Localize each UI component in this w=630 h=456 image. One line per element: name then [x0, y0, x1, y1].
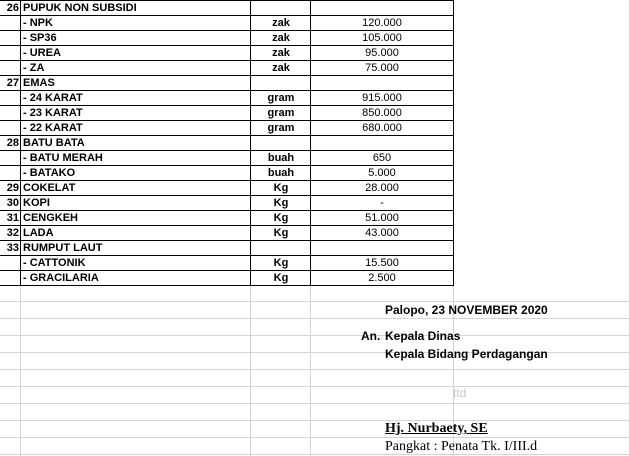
- signature-division: Kepala Bidang Perdagangan: [385, 347, 548, 361]
- item-unit[interactable]: gram: [267, 92, 295, 104]
- row-number[interactable]: 31: [6, 212, 19, 224]
- row-number[interactable]: 26: [6, 2, 19, 14]
- item-unit[interactable]: gram: [267, 107, 295, 119]
- item-price[interactable]: 105.000: [362, 32, 402, 44]
- item-name[interactable]: - CATTONIK: [23, 257, 86, 269]
- item-unit[interactable]: buah: [267, 167, 295, 179]
- table-row: [0, 1, 630, 16]
- signature-place-date: Palopo, 23 NOVEMBER 2020: [385, 303, 548, 317]
- table-row: [0, 46, 630, 61]
- table-row: [0, 241, 630, 256]
- item-price[interactable]: [312, 136, 452, 151]
- item-name[interactable]: - SP36: [23, 32, 57, 44]
- item-price[interactable]: 95.000: [365, 47, 399, 59]
- signature-ttd: ttd: [453, 386, 467, 400]
- item-price[interactable]: 43.000: [365, 227, 399, 239]
- item-price[interactable]: 15.500: [365, 257, 399, 269]
- item-name[interactable]: - 23 KARAT: [23, 107, 83, 119]
- item-name[interactable]: RUMPUT LAUT: [23, 242, 103, 254]
- table-row: [0, 211, 630, 226]
- row-number[interactable]: [0, 106, 19, 121]
- item-unit[interactable]: gram: [267, 122, 295, 134]
- item-price[interactable]: 2.500: [368, 272, 396, 284]
- table-row: [0, 31, 630, 46]
- table-row: [0, 271, 630, 286]
- row-number[interactable]: 32: [6, 227, 19, 239]
- row-number[interactable]: [0, 46, 19, 61]
- item-price[interactable]: [312, 1, 452, 16]
- table-row: [0, 106, 630, 121]
- row-number[interactable]: 27: [6, 77, 19, 89]
- item-unit[interactable]: Kg: [273, 257, 289, 269]
- signatory-name: Hj. Nurbaety, SE: [385, 421, 488, 436]
- table-row: [0, 256, 630, 271]
- row-number[interactable]: 29: [6, 182, 19, 194]
- table-row: [0, 226, 630, 241]
- item-unit[interactable]: [252, 241, 310, 256]
- item-price[interactable]: 850.000: [362, 107, 402, 119]
- table-row: [0, 121, 630, 136]
- item-unit[interactable]: zak: [272, 62, 290, 74]
- item-price[interactable]: 680.000: [362, 122, 402, 134]
- item-name[interactable]: PUPUK NON SUBSIDI: [23, 2, 137, 14]
- item-name[interactable]: - ZA: [23, 62, 45, 74]
- table-row: [0, 196, 630, 211]
- item-price[interactable]: 915.000: [362, 92, 402, 104]
- row-number[interactable]: [0, 91, 19, 106]
- item-name[interactable]: EMAS: [23, 77, 55, 89]
- item-price[interactable]: 75.000: [365, 62, 399, 74]
- item-unit[interactable]: zak: [272, 47, 290, 59]
- item-unit[interactable]: Kg: [273, 197, 289, 209]
- item-unit[interactable]: [252, 136, 310, 151]
- item-price[interactable]: 120.000: [362, 17, 402, 29]
- row-number[interactable]: 33: [6, 242, 19, 254]
- item-name[interactable]: BATU BATA: [23, 137, 85, 149]
- item-unit[interactable]: [252, 1, 310, 16]
- item-name[interactable]: - BATU MERAH: [23, 152, 103, 164]
- signature-an: An.: [361, 329, 381, 343]
- row-number[interactable]: [0, 166, 19, 181]
- row-number[interactable]: [0, 61, 19, 76]
- item-name[interactable]: - GRACILARIA: [23, 272, 99, 284]
- item-unit[interactable]: zak: [272, 32, 290, 44]
- row-number[interactable]: [0, 256, 19, 271]
- item-price[interactable]: 28.000: [365, 182, 399, 194]
- item-price[interactable]: 51.000: [365, 212, 399, 224]
- item-unit[interactable]: Kg: [273, 182, 289, 194]
- item-name[interactable]: - NPK: [23, 17, 53, 29]
- item-name[interactable]: CENGKEH: [23, 212, 79, 224]
- row-number[interactable]: 28: [6, 137, 19, 149]
- row-number[interactable]: [0, 151, 19, 166]
- item-name[interactable]: LADA: [23, 227, 54, 239]
- item-name[interactable]: - BATAKO: [23, 167, 76, 179]
- table-row: [0, 181, 630, 196]
- table-row: [0, 16, 630, 31]
- item-price[interactable]: -: [380, 197, 384, 209]
- signature-office: Kepala Dinas: [385, 329, 461, 343]
- row-number[interactable]: [0, 121, 19, 136]
- item-price[interactable]: [312, 241, 452, 256]
- item-name[interactable]: - 22 KARAT: [23, 122, 83, 134]
- item-unit[interactable]: Kg: [273, 272, 289, 284]
- signatory-rank: Pangkat : Penata Tk. I/III.d: [385, 439, 538, 454]
- row-number[interactable]: [0, 271, 19, 286]
- item-unit[interactable]: buah: [267, 152, 295, 164]
- row-number[interactable]: [0, 31, 19, 46]
- table-row: [0, 151, 630, 166]
- item-unit[interactable]: Kg: [273, 212, 289, 224]
- item-unit[interactable]: zak: [272, 17, 290, 29]
- item-name[interactable]: - UREA: [23, 47, 61, 59]
- table-row: [0, 76, 630, 91]
- row-number[interactable]: [0, 16, 19, 31]
- item-price[interactable]: [312, 76, 452, 91]
- table-row: [0, 136, 630, 151]
- item-name[interactable]: COKELAT: [23, 182, 76, 194]
- table-row: [0, 91, 630, 106]
- table-row: [0, 166, 630, 181]
- item-price[interactable]: 650: [372, 152, 392, 164]
- item-name[interactable]: KOPI: [23, 197, 50, 209]
- row-number[interactable]: 30: [6, 197, 19, 209]
- item-unit[interactable]: Kg: [273, 227, 289, 239]
- item-name[interactable]: - 24 KARAT: [23, 92, 83, 104]
- table-row: [0, 61, 630, 76]
- item-unit[interactable]: [252, 76, 310, 91]
- item-price[interactable]: 5.000: [368, 167, 396, 179]
